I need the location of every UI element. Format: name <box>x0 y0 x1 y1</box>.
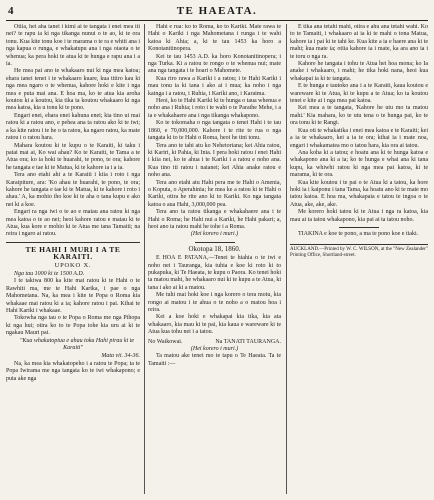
paragraph: Ko te tokomaha o nga tangata o tenei Hahi i te tau 1860, e 70,000,000. Kahore i te rite te rua o nga tangata ki to te Hahi o Roma, heoi he tini tonu. <box>148 120 281 142</box>
column-3 <box>290 24 428 494</box>
page-number: 4 <box>8 5 14 17</box>
letter-paragraph: Me tuhi mai hoki koe i nga korero o tera motu, kia rongo ai matou i te ahua o te noho a o matou hoa i reira. <box>148 292 281 314</box>
section-title: TE HAHI I MURI I A TE KARAITI. <box>25 244 121 262</box>
paragraph: Mahara koutou ki te kupu o te Karaiti, ki taku i patai mai ai, Ko wai ahau? Ko te Karaiti, te Tama a te Atua ora; ko ia hoki te huarahi, te pono, te ora; kahore he tangata e tae ki te Matua, ki te kahore ia i a ia. <box>6 142 140 171</box>
column-2 <box>148 24 281 494</box>
years-span: Nga tau 1000 ki te 1500 A.D. <box>14 271 85 277</box>
chapter-heading: UPOKO X. <box>54 261 92 269</box>
column-divider <box>286 24 287 494</box>
paragraph: He mea pai ano te whakaaro nui ki nga mea katoa; ehara ianei tenei i te whakaaro kuare, kua titiro kau ki nga mea ngaro o te whenua, kahore hoki e kite i nga mea e puta mai ana. E hoa ma, ko te atua kia aroha koutou ki a koutou, kia tika ta koutou whakaaro ki nga mea katoa, kia u tonu ki te pono. <box>6 68 140 112</box>
paragraph: Kua kite koutou i te pai o te Atua ki a tatou, ka hore hoki ia i kaiponu i tana Tama, ka hoatu ano ki te mate mo tatou katoa. E hoa ma, whakapaia e tatou te ingoa o te Atua, ake, ake, ake. <box>290 179 428 208</box>
page-header <box>6 4 428 21</box>
paragraph: Engari enei, ehara enei kahuna enei; kia tino ui mai ratou ki a ratou ano, e pehea ana ta ratou ako ki te iwi; a ka kite ratou i te he o ta ratou, ka ngaro ratou, ka mate ratou i o ratou hara. <box>6 112 140 142</box>
separator-rule <box>195 242 235 243</box>
paragraph: Kua oti te whakatika i enei mea katoa e te Karaiti; kei a ia te whakaaro, kei a ia te ora; kihai ia i mate noa, engari i whakamatea mo o tatou hara, kia ora ai tatou. <box>290 127 428 149</box>
letter-paragraph: Kei a koe hoki e whakapai kia tika, kia ata whakaaro, kia mau ki te pai, kia kaua e wareware ki te Atua kua tohu nei i a tatou. <box>148 314 281 336</box>
letter-dateline: Okotopa 18, 1860. <box>188 244 241 253</box>
paragraph: E tika ana tetahi mahi, otira e ahu ana tetahi wahi. Ko to te Tamaiti, i whakaaro ai ia ki te mahi o tona Matua, kahore ia i pai ki te tahi ke. Kua kite a ia e haere ana ki te mahi; kua mate ia; otiia kahore ia i mate, ka ara ano ia i te toru o nga ra. <box>290 24 428 60</box>
letter-paragraph: E HOA E PATANA,—Tenei te hiahia o te iwi e noho nei i Tauranga, kia tuhia e koe ki roto ki to pukapuka, ki Te Haeata, te kupu o Paora. Ko tenei hoki ta matou mahi, he whakaaro nui ki te kupu a te Atua, ki tana i ako ai ki a matou. <box>148 255 281 291</box>
paragraph: Hahi e rua: ko to Roma, ko to Kariki. Mate rawa te Hahi o Kariki i nga Mahometana i runga i te wahi katoa ki Ahia; a, ki te tau 1453 ka horo a Konotanitinopera. <box>148 24 281 53</box>
scripture-quote: "Kua whakatopiua e ahau toku Hahi pirau ki te Karaiti" <box>19 337 135 352</box>
letter-place: No Waikowai. <box>148 338 183 345</box>
paragraph: Tera ano etahi ahi a te Karaiti i kiia i roto i nga Karaipiture, ara: 'Ko ahau te huarahi, te pono, te ora; kahore he tangata e tae ki te Matua, ki te kahore i roto i ahau.' A, ka mohio iho koe ki te aha o tana kupu e ako nei ki a koe. <box>6 172 140 208</box>
paragraph: Tera ano ta ratou tikanga e whakahaere ana i te Hahi o Roma; he Hahi nui a Kariki, he Hahi pakari; a, heoi ano ta ratou mahi he tohe i a Roma. <box>148 209 281 230</box>
paragraph: E te hunga e tautoko ana i a te Karaiti, kaua koutou e wareware ki te Atua, ki te kupu a te Atua; ko ta koutou tenei e kite ai i nga mea pai katoa. <box>290 83 428 105</box>
closing-line: TIAKINA e koe te pono, a ma te pono koe e tiaki. <box>298 230 419 237</box>
paragraph: Ta matou ake tenei mo te tapu o Te Haeata. Ta te Tamaiti :— <box>148 353 281 367</box>
column-1 <box>6 24 140 494</box>
paragraph: Tera ano te tahi atu ko Nehetoriana; kei Ahia ratou, ki Kariri, ki Pahia, ki Inia. I pera hoki ratou i enei Hahi i kiia nei, ko te ahua i te Kariki i a ratou e noho ana. Kua tino iti ratou i naianei; kei Ahia anake ratou e noho ana. <box>148 142 281 179</box>
paragraph: Otiia, hei aha ianei i kimi ai te tangata i enei mea iti nei? te rapu ia ki nga tikanga nunui o te ao, ki te ora tonu. Kua kite tonu koe i te marama o te ra e whiti ana i nga kapua o runga, e whakatupu ana i nga otaota o te whenua; ka pera hoki te atua ki te hunga e rapu ana i a ia. <box>6 24 140 68</box>
letter-signer: Na TANATI TAURANGA. <box>215 338 281 345</box>
column-divider <box>144 24 145 494</box>
section-rule <box>6 242 140 243</box>
paragraph: Heoi, ko te Hahi Kariki ki te hunga o taua whenua e noho ana i Ruhia; i roto i te wahi o te Paraihe Mehe, i a ia e whakahaere ana i nga tikanga whakapono. <box>148 98 281 119</box>
printer-imprint: AUCKLAND.—Printed by W. C. WILSON, at the "New Zealander" Printing Office, Shortland-street. <box>290 244 428 259</box>
paragraph: Tera ano etahi atu Hahi pera me te Hahi o Amenia, o Koputa, o Aperahinia; he mea ke a ratou ki te Hahi o Kariki, otira he rite ano ki to Kariki. Ko nga tangata katoa o aua Hahi, 3,000,000 pea. <box>148 179 281 208</box>
paragraph: Kei te tau 1453 A.D. ka horo Konotanitinopera; i nga Turka. Ki a ratou te rongo o te whenua nui; mate ana nga tangata i te hoari o Mahomete. <box>148 53 281 75</box>
separator-rule <box>339 227 379 228</box>
paragraph: Kei mea a te tangata, 'Kahore he utu mo ta matou mahi.' Kia mahara, ko te utu tena o te hunga pai, ko te ora tonu ki te Rangi. <box>290 105 428 127</box>
paragraph: Ana koha ki a tatou; e hoatu ana ki te hunga katoa e whakapono ana ki a ia; ko te hunga e whai ana ki tana kupu, ka whiwhi ratou ki nga mea pai katoa, ki te marama, ki te ora. <box>290 149 428 179</box>
scripture-citation: Mata vii. 34-36. <box>101 353 140 360</box>
paragraph: Na, ka mea kia whakatopeho i a ratou te Popa; ta te Popa Iwirama me nga tangata ko te iwi whakapono; e puta ake nga <box>6 360 140 382</box>
paragraph: Kahore he tangata i tohu te Atua hei hoa mona; ko Ia anake i whakaaro, i mahi; he tika hoki nana, heoi kua whakapai ia ki te tangata. <box>290 61 428 82</box>
paragraph: Kua riro rawa a Kariki i a ratou; i te Hahi Kariki i mau tonu ia ki tana i ako ai i mua; ka noho i nga kainga i a ratou, i Ruhia, i Kariki ano, i Karaima. <box>148 75 281 97</box>
letter-signature-row <box>148 339 281 346</box>
paragraph: Engari ra nga iwi o te ao e matau ana ratou ki nga mea katoa o te ao nei; heoi kahore ratou e matau ki te Atua, kua kore e mohio ki te Atua me tana Tamaiti; na reira i ngaro ai ratou. <box>6 209 140 238</box>
paragraph: Tokowha nga tau o te Popa o Roma me nga Pihopa ki nga hui; otira ko to te Popa tohe kia uru ai ki te ngakau Mauri pai. <box>6 315 140 337</box>
continued-note: (Hei korero i muri.) <box>190 231 239 238</box>
paragraph: I te takiwa 800 ka kite mai ratou ki te Hahi o te Rawhiti ma, me te Hahi Karika, i pae o nga Mahometana. Na, ka mea i kite te Popa o Roma kia whakaae mai ratou ki a ia; kahore ratou i pai. Kihai te Hahi Kariki i whakaae. <box>6 278 140 315</box>
continued-note: (Hei korero i muri.) <box>190 346 239 353</box>
paragraph: Me korero hoki tatou ki te Atua i nga ra katoa, kia mau ai ta tatou whakapono, kia pai ai ta tatou noho. <box>290 209 428 223</box>
masthead-title: TE HAEATA. <box>176 5 258 17</box>
